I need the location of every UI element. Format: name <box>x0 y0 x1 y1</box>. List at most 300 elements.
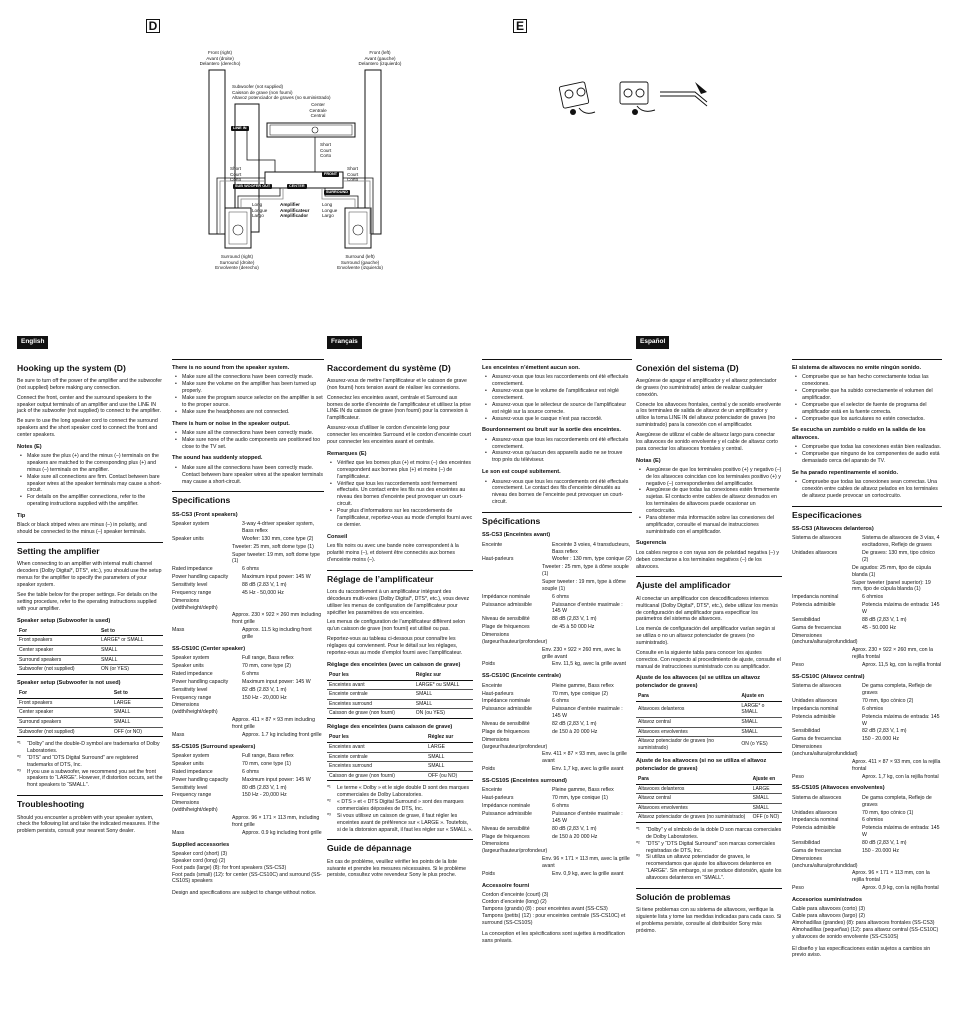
spec-row <box>792 594 942 601</box>
notes-title: Notas (E) <box>636 457 661 464</box>
table-row <box>327 752 473 762</box>
spec-value: 80 dB (2,83 V, 1 m) <box>862 839 907 846</box>
spec-value: Potencia máxima de entrada: 145 W <box>862 713 940 727</box>
spec-label: Sensibilidad <box>792 839 820 846</box>
footnotes-item <box>327 813 473 834</box>
table-row <box>17 665 163 675</box>
table-cell: SMALL <box>414 699 473 709</box>
spec-row <box>172 671 324 678</box>
table-header-cell: Réglez sur <box>414 671 473 680</box>
spec-value: 6 ohms <box>242 768 260 775</box>
paragraph: Asegúrese de apagar el amplificador y el altavoz potenciador de graves (no suministrado) antes de realizar cualquier conexión. <box>636 377 777 398</box>
table-cell: Altavoces envolventes <box>636 727 739 737</box>
notes-list-item: • Asegúrese de que todas las conexiones estén firmemente sujetas. El contacto entre cables de altavoz desnudos en los terminales de altavoces puede ocasionar un cortocircuito. <box>636 487 782 514</box>
spec-row <box>172 566 324 573</box>
table-row <box>17 718 163 728</box>
table-cell: SMALL <box>739 727 782 737</box>
notes-list-item: • Make sure the plus (+) and the minus (–) terminals on the speakers are matched to the corresponding plus (+) and minus (–) terminals on the amplifier. <box>17 453 163 474</box>
spec-row <box>172 769 324 776</box>
footnotes-item <box>17 755 163 769</box>
spec-label: Frequency range <box>172 589 212 596</box>
spec-value: Approx. 96 × 171 × 113 mm, including front grille <box>232 814 320 828</box>
spec-label: Mass <box>172 829 185 836</box>
spec-row <box>792 617 942 624</box>
table-header-row <box>636 692 782 701</box>
spec-row <box>172 695 324 702</box>
table-cell: Front speakers <box>17 636 99 646</box>
table-row <box>17 655 163 665</box>
table-cell: SMALL <box>751 794 782 804</box>
accessories-title: Supplied accessories <box>172 841 230 848</box>
footnotes-item <box>327 799 473 813</box>
table-header-cell: For <box>17 627 99 636</box>
notes-list <box>327 460 473 529</box>
spec-label: Power handling capacity <box>172 776 229 783</box>
footnotes-marker: *¹ <box>327 785 331 792</box>
spec-row <box>482 737 632 751</box>
notes-list-item: • Vérifiez que les bornes plus (+) et moins (–) des enceintes correspondent aux bornes plus (+) et moins (–) de l’amplificateur. <box>327 460 473 481</box>
spec-surround <box>792 795 942 892</box>
spec-row <box>172 785 324 792</box>
paragraph: Les menus de configuration de l’amplificateur diffèrent selon qu’un caisson de grave (non fourni) est utilisé ou pas. <box>327 619 466 633</box>
notes-list-item: • Para obtener más información sobre las conexiones del amplificador, consulte el manual de instrucciones suministrado con el amplificador. <box>636 515 782 536</box>
table-title: Ajuste de los altavoces (si se utiliza un altavoz potenciador de graves) <box>636 675 761 689</box>
footnotes-text: “DTS” y “DTS Digital Surround” son marcas comerciales registradas de DTS, Inc. <box>646 840 776 854</box>
footnotes-marker: *³ <box>17 768 21 775</box>
table-cell: Subwoofer (not supplied) <box>17 665 99 675</box>
spec-label: Dimensions (width/height/depth) <box>172 800 218 814</box>
spec-row <box>482 616 632 623</box>
paragraph: Be sure to use the long speaker cord to connect the surround speakers and the short speaker cord to connect the front and center speakers. <box>17 418 158 438</box>
table-header-row <box>17 627 163 636</box>
spec-row <box>792 825 942 839</box>
spec-label: Niveau de sensibilité <box>482 825 530 832</box>
table-cell: Altavoces delanteros <box>636 784 751 794</box>
spec-value: Aprox. 96 × 171 × 113 mm, con la rejilla frontal <box>852 870 930 884</box>
accessory-item: Speaker cord (short) (3) <box>172 850 228 857</box>
table-cell: OFF (o NO) <box>751 813 782 823</box>
spec-row <box>172 590 324 597</box>
spec-value: Puissance d’entrée maximale : 145 W <box>552 810 623 824</box>
table-cell: LARGE* o SMALL <box>739 701 782 717</box>
surround-tag: SURROUND <box>326 190 348 194</box>
spec-value: Maximum input power: 145 W <box>242 678 311 685</box>
spec-row <box>792 625 942 632</box>
spec-center <box>482 683 632 773</box>
spec-value: Pleine gamme, Bass reflex <box>552 682 614 689</box>
spec-row <box>792 744 942 758</box>
spec-value: 6 ohms <box>552 698 570 705</box>
table-cell: ON (or YES) <box>99 665 163 675</box>
spec-row <box>172 627 324 641</box>
spec-label: Sensitivity level <box>172 686 208 693</box>
tip-title: Sugerencia <box>636 540 667 547</box>
table-cell: OFF (ou NO) <box>426 771 473 781</box>
spec-value: Maximum input power: 145 W <box>242 776 311 783</box>
spec-row <box>482 706 632 720</box>
table-cell: SMALL <box>426 762 473 772</box>
spec-label: Gama de frecuencias <box>792 624 842 631</box>
accessories-list <box>792 906 942 940</box>
section-title-troubleshooting: Troubleshooting <box>17 795 163 810</box>
spec-value: Super tweeter (panel superior): 19 mm, tipo de cúpula blanda (1) <box>852 579 931 593</box>
spec-label: Dimensiones (anchura/altura/profundidad) <box>792 855 858 869</box>
section-title-specifications: Spécifications <box>482 512 632 527</box>
spec-value: De gama completa, Reflejo de graves <box>862 794 932 808</box>
spec-label: Impedancia nominal <box>792 705 839 712</box>
table-cell: LARGE <box>751 784 782 794</box>
spec-label: Potencia admisible <box>792 602 836 609</box>
notes-list-item: • Pour plus d’informations sur les raccordements de l’amplificateur, reportez-vous au mode d’emploi fourni avec ce dernier. <box>327 508 473 529</box>
section-title-specifications: Especificaciones <box>792 506 942 521</box>
table-header-row <box>636 775 782 784</box>
spec-row <box>482 721 632 728</box>
table-cell: Front speakers <box>17 698 112 708</box>
spec-row <box>792 870 942 884</box>
spec-model-title: SS-CS3 (Front speakers) <box>172 511 238 518</box>
paragraph: Conecte los altavoces frontales, central y de sonido envolvente a los terminales de salida de altavoz de un amplificador y utilice la toma LINE IN del altavoz potenciador de graves (no suministrado) para la conexión con el amplificador. <box>636 401 782 429</box>
trouble-list-item: • Make sure the volume on the amplifier has been turned up properly. <box>172 381 324 395</box>
spec-value: de 45 à 50 000 Hz <box>552 624 595 631</box>
trouble-list-item: • Assurez-vous que le sélecteur de source de l’amplificateur est réglé sur la source correcte. <box>482 402 632 416</box>
spec-label: Peso <box>792 662 804 668</box>
spec-value: 150 - 20.000 Hz <box>862 736 899 743</box>
trouble-list-item: • Assurez-vous qu’aucun des appareils audio ne se trouve trop près du téléviseur. <box>482 450 632 464</box>
label-surround-right: Surround (right) Surround (droite) Envolvente (derecho) <box>215 254 259 271</box>
spec-label: Dimensions (width/height/depth) <box>172 702 218 716</box>
section-title-setting: Setting the amplifier <box>17 542 163 557</box>
spec-model-title: SS-CS10S (Surround speakers) <box>172 743 256 750</box>
spec-row <box>482 556 632 563</box>
table-cell: Altavoces envolventes <box>636 803 751 813</box>
spec-value: 150 - 20.000 Hz <box>862 847 899 854</box>
spec-row <box>482 787 632 794</box>
footnotes-item <box>636 841 782 855</box>
spec-value: 80 dB (2,83 V, 1 m) <box>552 825 597 832</box>
spec-value: Approx. 230 × 922 × 260 mm including front grille <box>232 612 322 626</box>
table-header-cell: Ajuste en <box>751 775 782 784</box>
spec-label: Potencia admisible <box>792 825 836 832</box>
spec-model-title: SS-CS3 (Enceintes avant) <box>482 532 551 539</box>
divider <box>792 359 942 360</box>
paragraph: Assurez-vous d’utiliser le cordon d’enceinte long pour connecter les enceintes Surround et le cordon d’enceinte court pour connecter les enceintes avant et centrale. <box>327 425 471 445</box>
spec-model-title: SS-CS10C (Enceinte centrale) <box>482 673 561 680</box>
spec-row <box>792 580 942 594</box>
label-front-left: Front (left) Avant (gauche) Delantero (izquierdo) <box>358 50 402 67</box>
spec-label: Potencia admisible <box>792 713 836 720</box>
table-cell: Caisson de grave (non fourni) <box>327 771 426 781</box>
spec-value: Aprox. 411 × 87 × 93 mm, con la rejilla frontal <box>852 758 941 772</box>
table-row <box>636 701 782 717</box>
paragraph: Si tiene problemas con su sistema de altavoces, verifique la siguiente lista y tome las medidas indicadas para cada caso. Si el problema persiste, consulte al distribuidor Sony más próximo. <box>636 907 782 934</box>
section-title-hookup: Raccordement du système (D) <box>327 362 451 373</box>
footnotes <box>327 785 473 833</box>
trouble-title: Bourdonnement ou bruit sur la sortie des enceintes. <box>482 427 621 434</box>
spec-value: 6 ohms <box>552 593 570 600</box>
spec-row <box>792 856 942 870</box>
spec-row <box>482 542 632 556</box>
table-cell: Altavoz central <box>636 794 751 804</box>
table-header-cell: Para <box>636 775 751 784</box>
footnotes-text: If you use a subwoofer, we recommend you set the front speakers to “LARGE”. However, if distortion occurs, set the front speakers to “SMALL”. <box>27 768 163 789</box>
spec-value: Env. 96 × 171 × 113 mm, avec la grille avant <box>542 856 630 869</box>
table-cell: Enceinte centrale <box>327 690 414 700</box>
table-cell: LARGE <box>426 742 473 752</box>
spec-row <box>792 736 942 743</box>
spec-label: Speaker units <box>172 535 204 542</box>
front-tag: FRONT <box>324 172 338 176</box>
spec-row <box>172 815 324 829</box>
spec-value: 88 dB (2,83 V, 1 m) <box>552 616 597 623</box>
spec-label: Peso <box>792 885 804 892</box>
spec-value: 70 mm, tipo cónico (2) <box>862 697 914 704</box>
spec-value: Pleine gamme, Bass reflex <box>552 787 614 794</box>
section-title-setting: Réglage de l’amplificateur <box>327 570 473 585</box>
spec-label: Niveau de sensibilité <box>482 721 530 728</box>
spec-label: Speaker system <box>172 655 210 662</box>
spec-row <box>172 552 324 566</box>
footnotes-item <box>17 769 163 790</box>
spec-value: Env. 411 × 87 × 93 mm, avec la grille avant <box>542 751 627 765</box>
spec-value: Sistema de altavoces de 3 vías, 4 excitadores, Reflejo de graves <box>862 535 940 549</box>
label-subwoofer: Subwoofer (not supplied) Caisson de grave (non fourni) Altavoz potenciador de graves (no suministrado) <box>232 84 331 101</box>
spec-row <box>172 655 324 662</box>
speaker-setup-table-without-sub <box>327 733 473 781</box>
accessory-item: Cordon d’enceinte (long) (2) <box>482 898 547 905</box>
paragraph: Connectez les enceintes avant, centrale et Surround aux bornes de sortie d’enceinte de l’amplificateur et utilisez la prise LINE IN du caisson de grave (non fourni) pour la connexion à l’amplificateur. <box>327 394 471 422</box>
spec-row <box>792 602 942 616</box>
spec-value: Tweeter : 25 mm, type à dôme souple (1) <box>542 564 629 578</box>
spec-value: 70 mm, cone type (2) <box>242 663 292 670</box>
table-row <box>636 737 782 753</box>
spec-label: Power handling capacity <box>172 678 229 685</box>
spec-label: Dimensions (largeur/hauteur/profondeur) <box>482 736 548 750</box>
footnotes-text: Si vous utilisez un caisson de grave, il faut régler les enceintes avant de préférence sur « LARGE ». Toutefois, si de la distorsion apparaît, il faut les régler sur « SMALL ». <box>337 812 473 833</box>
spec-value: 150 Hz - 20,000 Hz <box>242 792 287 799</box>
spec-front <box>792 535 942 668</box>
table-cell: SMALL <box>426 752 473 762</box>
spec-row <box>792 565 942 579</box>
table-cell: Altavoz central <box>636 717 739 727</box>
spec-label: Mass <box>172 627 185 634</box>
table-title: Speaker setup (Subwoofer is not used) <box>17 679 121 686</box>
paragraph: Consulte en la siguiente tabla para conocer los ajustes correctos. Con respecto al procedimiento de ajuste, consulte el manual de instrucciones suministrado con su amplificador. <box>636 649 781 670</box>
paragraph: Should you encounter a problem with your speaker system, check the following list and take the indicated measures. If the problem persists, consult your nearest Sony dealer. <box>17 814 160 835</box>
table-row <box>327 690 473 700</box>
table-cell: Subwoofer (not supplied) <box>17 727 112 737</box>
spec-row <box>792 759 942 773</box>
paragraph: When connecting to an amplifier with internal multi channel decoders (Dolby Digital*, DTS*, etc.), you should use the setup menus for the amplifier to specify the parameters of your speaker system. <box>17 561 162 589</box>
spec-row <box>482 795 632 802</box>
trouble-list <box>792 374 942 422</box>
subwoofer-out-tag: SUB WOOFER OUT <box>235 184 271 188</box>
footnotes-item <box>17 741 163 755</box>
column-fr-left <box>327 336 473 882</box>
language-tab: Français <box>327 336 362 349</box>
paragraph: Lors du raccordement à un amplificateur intégrant des décodeurs multi-voies (Dolby Digital*, DTS*, etc.), vous devez utiliser les menus de configuration de l’amplificateur pour spécifier les paramètres de vos enceintes. <box>327 588 470 616</box>
spec-row <box>482 803 632 810</box>
trouble-list-item: • Compruebe que se han hecho correctamente todas las conexiones. <box>792 374 942 388</box>
spec-label: Puissance admissible <box>482 810 532 817</box>
spec-row <box>792 662 942 669</box>
tip-text: Black or black striped wires are minus (–) in polarity, and should be connected to the minus (–) speaker terminals. <box>17 522 147 536</box>
spec-label: Puissance admissible <box>482 601 532 608</box>
footnotes <box>17 741 163 789</box>
spec-row <box>792 795 942 809</box>
spec-value: 80 dB (2.83 V, 1 m) <box>242 784 287 791</box>
spec-value: de 150 à 20 000 Hz <box>552 833 598 840</box>
spec-value: Aprox. 0,9 kg, con la rejilla frontal <box>862 885 939 892</box>
accessory-item: Cordon d’enceinte (court) (3) <box>482 892 549 899</box>
spec-row <box>172 753 324 760</box>
spec-model-title: SS-CS10S (Enceintes surround) <box>482 778 567 785</box>
spec-label: Gama de frecuencias <box>792 847 842 854</box>
accessories-title: Accessoire fourni <box>482 882 530 889</box>
table-header-cell: For <box>17 689 112 698</box>
accessories-list <box>482 892 632 926</box>
accessory-item: Foot pads (large) (8): for front speakers (SS-CS3) <box>172 864 287 871</box>
accessories-title: Accesorios suministrados <box>792 896 862 903</box>
table-row <box>327 771 473 781</box>
notes-list-item: • For details on the amplifier connections, refer to the operating instructions supplied with the amplifier. <box>17 494 163 508</box>
spec-label: Rated impedance <box>172 671 213 677</box>
spec-label: Poids <box>482 661 495 668</box>
spec-model-title: SS-CS10S (Altavoces envolventes) <box>792 785 885 792</box>
spec-value: Woofer: 130 mm, cone type (2) <box>242 535 314 542</box>
table-row <box>636 794 782 804</box>
paragraph: Los menús de configuración del amplificador varían según si se utiliza o no un altavoz potenciador de graves (no suministrado). <box>636 626 776 646</box>
spec-value <box>552 841 632 855</box>
trouble-list-item: • Compruebe que todas las conexiones sean correctas. Una conexión entre cables de altavoz pelados en los terminales de altavoz puede provocar un cortocircuito. <box>792 479 942 500</box>
spec-row <box>482 856 632 870</box>
spec-label: Sistema de altavoces <box>792 535 842 542</box>
table-cell: SMALL <box>751 803 782 813</box>
spec-value: Tweeter: 25 mm, soft dome type (1) <box>232 543 314 550</box>
spec-value: 82 dB (2,83 V, 1 m) <box>552 721 597 728</box>
table-row <box>17 708 163 718</box>
trouble-list-item: • Assurez-vous que tous les raccordements ont été effectués correctement. <box>482 437 632 451</box>
spec-row <box>172 717 324 731</box>
language-tab: Español <box>636 336 669 349</box>
spec-value: 45 Hz - 50,000 Hz <box>242 589 284 596</box>
table-cell: Center speaker <box>17 646 99 656</box>
spec-value: Potencia máxima de entrada: 145 W <box>862 602 940 615</box>
spec-label: Speaker units <box>172 663 204 670</box>
table-header-cell: Pour les <box>327 671 414 680</box>
trouble-title: Les enceintes n’émettent aucun son. <box>482 365 580 371</box>
trouble-title: Se escucha un zumbido o ruido en la salida de los altavoces. <box>792 427 926 441</box>
table-header-row <box>327 671 473 680</box>
line-in-tag: LINE IN <box>233 126 247 130</box>
footnotes-item <box>636 827 782 841</box>
notes-title: Notes (E) <box>17 443 42 450</box>
notes-list <box>636 467 782 536</box>
spec-row <box>482 826 632 833</box>
terminal-connection-illustration <box>555 72 725 122</box>
spec-value: Aprox. 1,7 kg, con la rejilla frontal <box>862 773 939 780</box>
footnotes-text: Le terme « Dolby » et le sigle double D sont des marques commerciales de Dolby Laboratories. <box>337 785 470 799</box>
table-row <box>327 680 473 690</box>
spec-row <box>482 698 632 705</box>
spec-value <box>242 702 324 716</box>
table-cell: Enceintes avant <box>327 680 414 690</box>
label-center: Center Centrale Central <box>309 102 327 119</box>
spec-model-title: SS-CS10C (Center speaker) <box>172 645 246 652</box>
accessory-item: Tampons (grands) (8) : pour enceintes avant (SS-CS3) <box>482 905 608 912</box>
accessory-item: Foot pads (small) (12): for center (SS-CS10C) and surround (SS-CS10S) speakers <box>172 871 322 885</box>
spec-row <box>792 885 942 892</box>
spec-row <box>482 647 632 661</box>
spec-row <box>172 574 324 581</box>
table-title: Réglage des enceintes (sans caisson de grave) <box>327 724 453 730</box>
table-cell: SMALL <box>99 655 163 665</box>
label-short-center: Short Court Corto <box>320 142 332 159</box>
spec-value: Maximum input power: 145 W <box>242 574 311 581</box>
table-row <box>17 727 163 737</box>
trouble-list-item: • Assurez-vous que tous les raccordements ont été effectués correctement. Le contact des fils d’enceinte dénudés au niveau des bornes de l’enceinte peut provoquer un court-circuit. <box>482 479 632 506</box>
spec-row <box>172 761 324 768</box>
footnotes-text: Si utiliza un altavoz potenciador de graves, le recomendamos que ajuste los altavoces delanteros en “LARGE”. Sin embargo, si se produce distorsión, ajuste los altavoces delanteros en “SMALL”. <box>646 854 782 882</box>
spec-row <box>482 834 632 841</box>
spec-row <box>172 830 324 837</box>
divider <box>482 359 632 360</box>
column-es-right <box>792 356 942 962</box>
table-row <box>17 698 163 708</box>
footnotes-text: “Dolby” y el símbolo de la doble D son marcas comerciales de Dolby Laboratories. <box>646 827 782 840</box>
spec-row <box>792 774 942 781</box>
spec-row <box>792 633 942 647</box>
table-row <box>636 727 782 737</box>
footnotes-item <box>327 785 473 799</box>
table-cell: Enceintes avant <box>327 742 426 752</box>
table-row <box>17 646 163 656</box>
footnotes-text: « DTS » et « DTS Digital Surround » sont des marques commerciales déposées de DTS, Inc. <box>337 799 464 812</box>
column-en-right <box>172 356 324 900</box>
table-row <box>636 784 782 794</box>
spec-label: Unidades altavoces <box>792 809 838 816</box>
spec-label: Sensitivity level <box>172 582 208 589</box>
table-cell: Surround speakers <box>17 718 112 728</box>
spec-surround <box>172 753 324 836</box>
spec-label: Power handling capacity <box>172 574 229 581</box>
section-title-troubleshooting: Solución de problemas <box>636 888 782 903</box>
section-e-label: E <box>513 19 527 33</box>
column-es-left <box>636 336 782 938</box>
trouble-list <box>482 479 632 506</box>
spec-label: Impedancia nominal <box>792 817 839 824</box>
divider <box>172 359 324 360</box>
spec-value: Env. 0,9 kg, avec la grille avant <box>552 870 624 877</box>
notes-title: Remarques (E) <box>327 450 367 457</box>
accessory-item: Almohadillas (grandes) (8): para altavoces frontales (SS-CS3) <box>792 920 935 927</box>
spec-row <box>792 810 942 817</box>
spec-center <box>792 683 942 780</box>
spec-value: Enceinte 3 voies, 4 transducteurs, Bass reflex <box>552 541 631 555</box>
spec-value <box>242 800 324 814</box>
spec-value: 150 Hz - 20,000 Hz <box>242 694 287 701</box>
footnotes-text: “Dolby” and the double-D symbol are trademarks of Dolby Laboratories. <box>27 741 160 755</box>
spec-value: Env. 230 × 922 × 260 mm, avec la grille avant <box>542 646 621 660</box>
spec-row <box>172 582 324 589</box>
spec-row <box>482 811 632 825</box>
spec-label: Dimensions (width/height/depth) <box>172 597 218 611</box>
spec-label: Poids <box>482 766 495 773</box>
trouble-list-item: • Compruebe que ninguno de los componentes de audio está demasiado cerca del aparato de TV. <box>792 451 942 465</box>
table-cell: Enceintes surround <box>327 699 414 709</box>
spec-value: 82 dB (2.83 V, 1 m) <box>242 686 287 693</box>
spec-center <box>172 655 324 738</box>
notes-list <box>17 453 163 508</box>
